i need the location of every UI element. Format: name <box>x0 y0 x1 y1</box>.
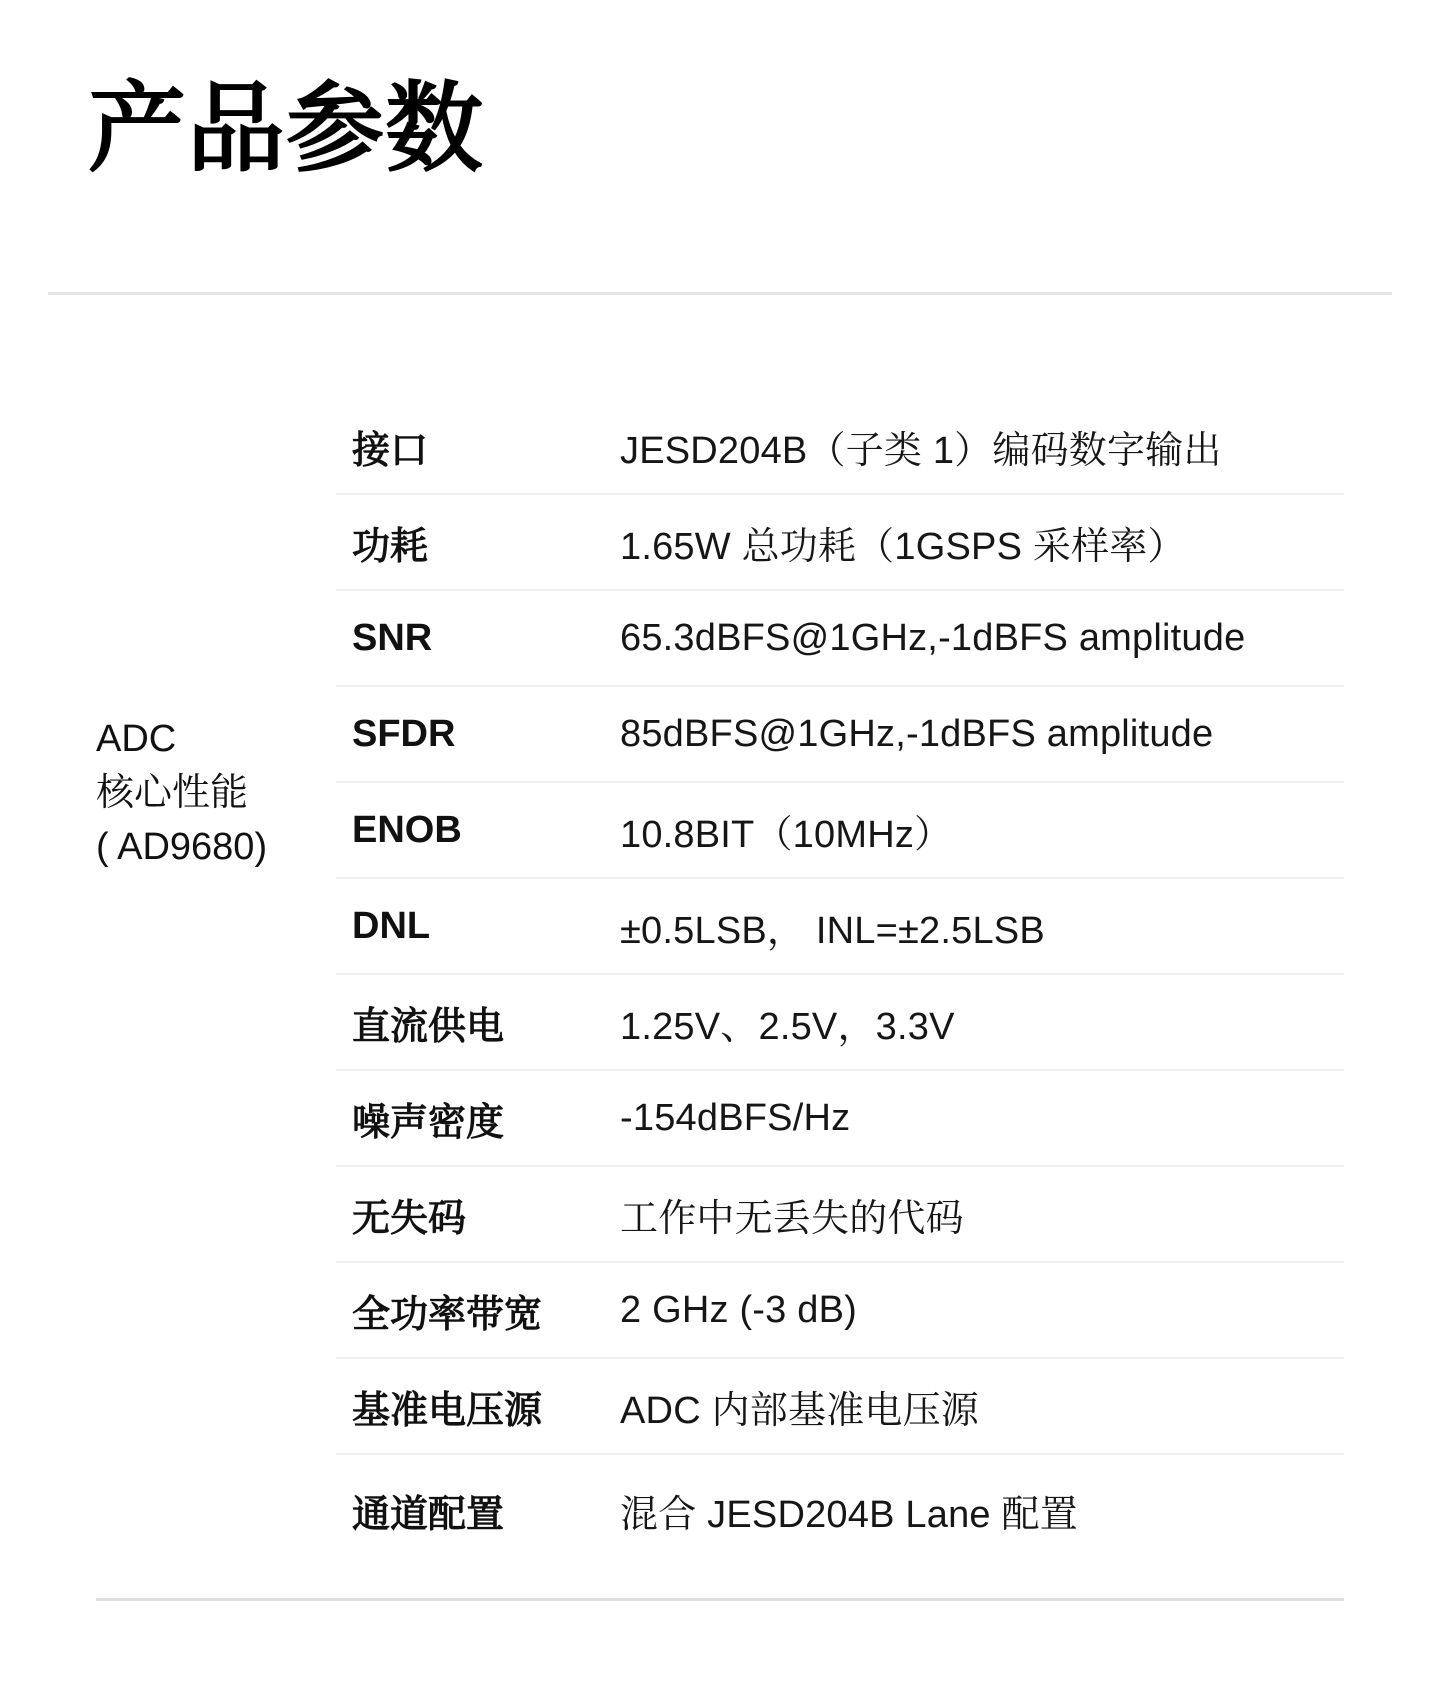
spec-row-interface <box>336 399 1344 495</box>
spec-row-power <box>336 495 1344 591</box>
spec-label: SNR <box>352 616 433 659</box>
section-bottom-divider <box>96 1598 1344 1601</box>
category-line-1: ADC <box>96 718 177 760</box>
spec-row-channel-config <box>336 1455 1344 1565</box>
spec-value: 10.8BIT（10MHz） <box>620 813 953 856</box>
page-title: 产品参数 <box>88 73 485 183</box>
spec-label: 通道配置 <box>352 1493 505 1536</box>
spec-label: SFDR <box>352 712 456 755</box>
spec-table <box>336 399 1344 1565</box>
category-line-2: 核心性能 <box>96 772 249 814</box>
spec-label: 无失码 <box>352 1197 467 1240</box>
spec-section <box>96 399 1344 1565</box>
spec-value: JESD204B（子类 1）编码数字输出 <box>620 429 1222 472</box>
spec-value: ADC 内部基准电压源 <box>620 1389 979 1432</box>
spec-row-dnl <box>336 879 1344 975</box>
spec-value: -154dBFS/Hz <box>620 1096 851 1139</box>
spec-row-full-power-bandwidth <box>336 1263 1344 1359</box>
spec-label: 接口 <box>352 429 429 472</box>
spec-row-enob <box>336 783 1344 879</box>
title-divider <box>48 292 1392 295</box>
category-label <box>96 399 336 1565</box>
spec-value: 85dBFS@1GHz,-1dBFS amplitude <box>620 712 1214 755</box>
spec-value: ±0.5LSB， INL=±2.5LSB <box>620 909 1045 952</box>
category-line-3: ( AD9680) <box>96 826 268 868</box>
spec-label: DNL <box>352 904 431 947</box>
spec-label: 功耗 <box>352 525 429 568</box>
spec-label: ENOB <box>352 808 462 851</box>
spec-value: 2 GHz (-3 dB) <box>620 1288 857 1331</box>
spec-row-voltage-reference <box>336 1359 1344 1455</box>
spec-value: 1.65W 总功耗（1GSPS 采样率） <box>620 525 1186 568</box>
spec-label: 全功率带宽 <box>352 1293 543 1336</box>
spec-value: 工作中无丢失的代码 <box>620 1197 964 1240</box>
spec-row-no-missing-codes <box>336 1167 1344 1263</box>
spec-row-snr <box>336 591 1344 687</box>
spec-label: 基准电压源 <box>352 1389 543 1432</box>
spec-row-dc-supply <box>336 975 1344 1071</box>
spec-label: 直流供电 <box>352 1005 505 1048</box>
spec-value: 1.25V、2.5V，3.3V <box>620 1005 955 1048</box>
spec-row-sfdr <box>336 687 1344 783</box>
spec-label: 噪声密度 <box>352 1101 505 1144</box>
spec-row-noise-density <box>336 1071 1344 1167</box>
spec-value: 65.3dBFS@1GHz,-1dBFS amplitude <box>620 616 1246 659</box>
spec-value: 混合 JESD204B Lane 配置 <box>620 1493 1078 1536</box>
